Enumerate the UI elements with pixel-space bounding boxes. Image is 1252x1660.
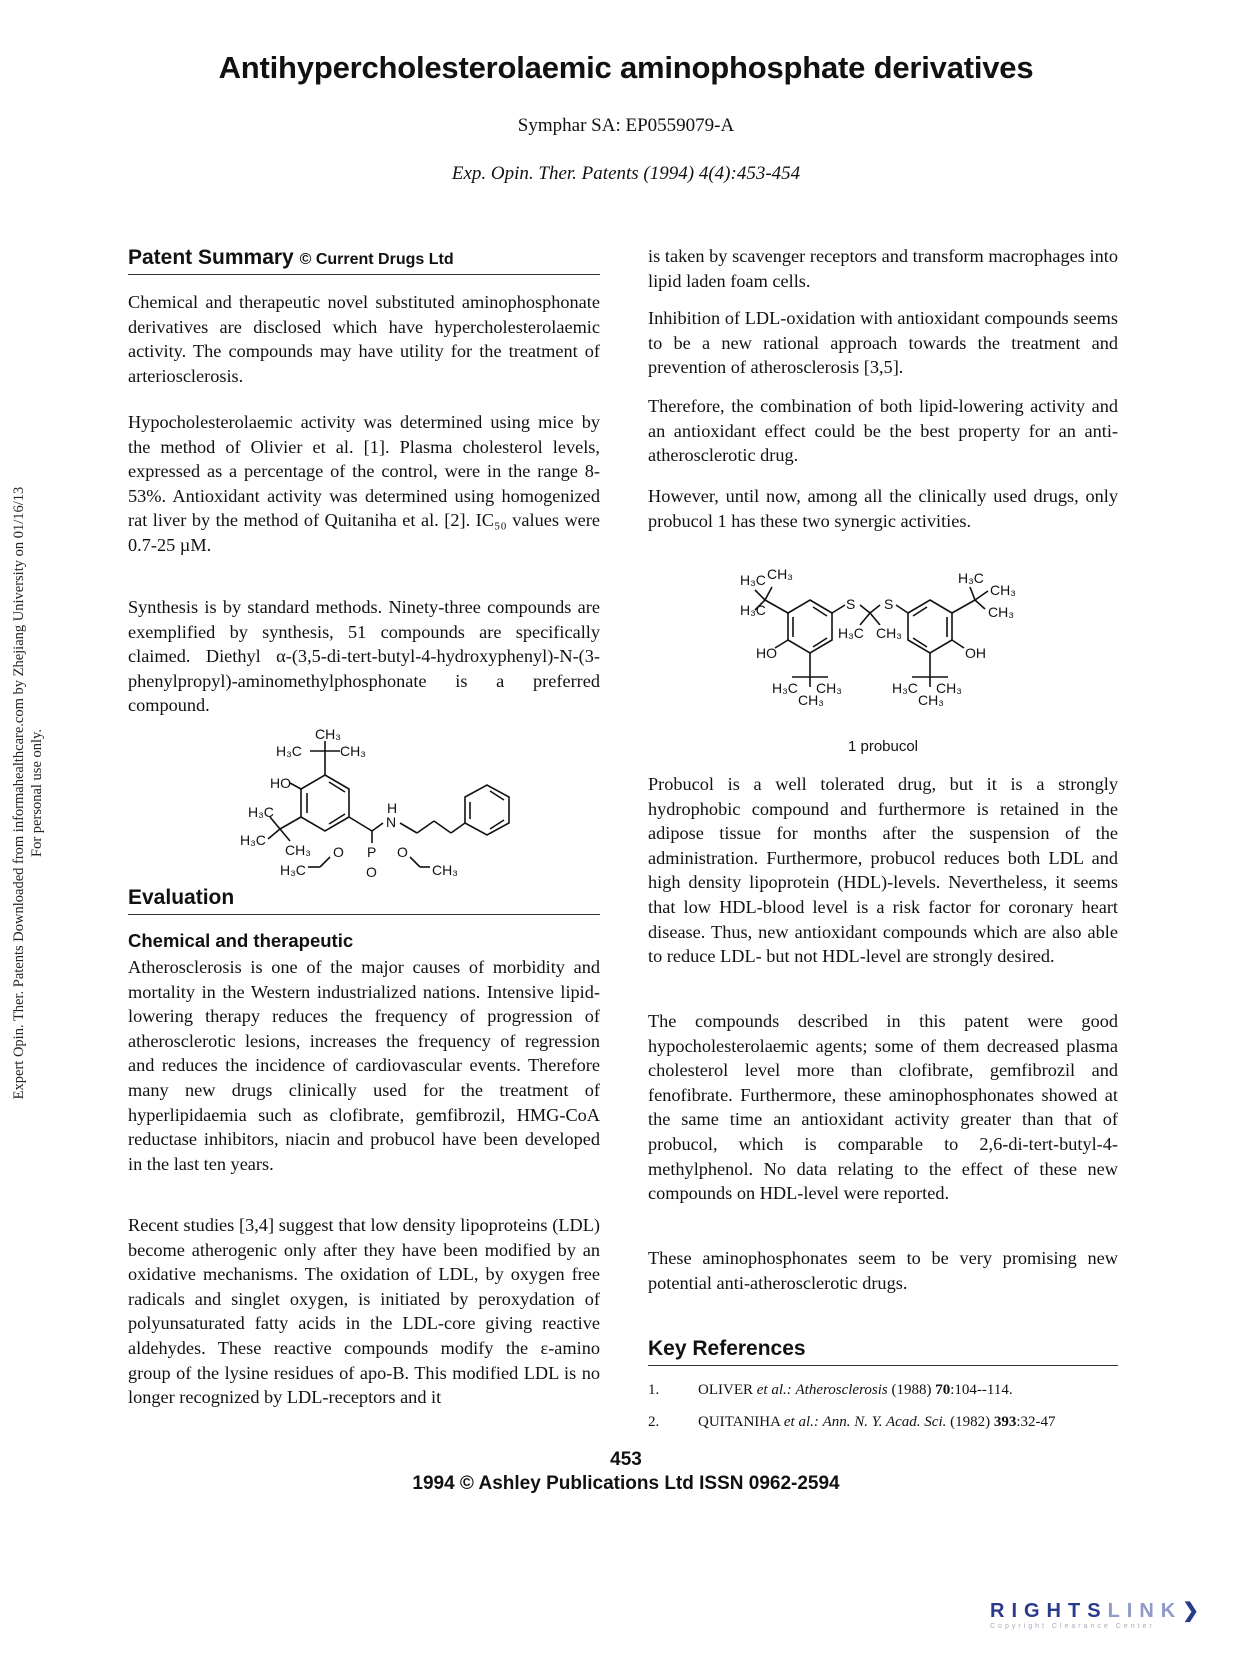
atom-label: CH₃ — [315, 726, 341, 742]
heading-copyright: © Current Drugs Ltd — [299, 251, 454, 268]
atom-label: O — [333, 844, 344, 860]
atom-label: H₃C — [740, 602, 766, 618]
rightslink-logo[interactable] — [990, 1598, 1206, 1630]
preferred-compound-structure — [220, 725, 520, 885]
atom-label: H₃C — [740, 572, 766, 588]
heading-text: Patent Summary — [128, 246, 294, 269]
download-notice — [10, 443, 46, 1143]
atom-label: H₃C — [838, 625, 864, 641]
journal-citation: Exp. Opin. Ther. Patents (1994) 4(4):453-454 — [451, 163, 801, 184]
atom-label: CH₃ — [767, 566, 793, 582]
reference-volume: 70 — [935, 1382, 951, 1398]
patent-summary-heading — [128, 246, 600, 275]
atom-label: CH₃ — [285, 842, 311, 858]
atom-label: CH₃ — [988, 604, 1014, 620]
reference-pages: :32-47 — [1016, 1414, 1056, 1430]
evaluation-paragraph: Probucol is a well tolerated drug, but it is a strongly hydrophobic compound and furthermore is retained in the adipose tissue for months after the suspension of the administration. Furthermore, probucol reduces both LDL and high density lipoprotein (HDL)-levels. Nevertheless, it seems that low HDL-blood level is a risk factor for coronary heart disease. Thus, new antioxidant compounds which are also able to reduce LDL- but not HDL-level are strongly desired. — [648, 774, 1118, 967]
atom-label: O — [397, 844, 408, 860]
download-notice-line: Expert Opin. Ther. Patents Downloaded from informahealthcare.com by Zhejiang University on 01/16/13 — [11, 486, 27, 1100]
atom-label: CH₃ — [936, 680, 962, 696]
atom-label: H₃C — [772, 680, 798, 696]
personal-use-line: For personal use only. — [29, 729, 45, 857]
reference-authors: OLIVER — [698, 1382, 753, 1398]
atom-label: HO — [270, 775, 291, 791]
evaluation-paragraph: is taken by scavenger receptors and transform macrophages into lipid laden foam cells. — [648, 246, 1118, 291]
reference-journal: Atherosclerosis — [795, 1382, 888, 1398]
atom-label: H₃C — [276, 743, 302, 759]
atom-label: CH₃ — [990, 582, 1016, 598]
reference-etal: et al.: — [756, 1382, 792, 1398]
chevron-right-icon: ❯ — [1182, 1600, 1206, 1622]
atom-label: P — [367, 844, 377, 860]
atom-label: CH₃ — [798, 692, 824, 708]
reference-number: 2. — [648, 1414, 660, 1430]
atom-label: S — [846, 596, 856, 612]
summary-paragraph: Hypocholesterolaemic activity was determined using mice by the method of Olivier et al. [1]. Plasma cholesterol levels, expressed as a percentage of the control, were in the range 8-53%. Antioxidant activity was determined using homogenized rat liver by the method of Quitaniha et al. [2]. IC₅₀ values were 0.7-25 µM. — [128, 412, 600, 555]
atom-label: O — [366, 864, 377, 880]
logo-text: LINK — [1107, 1600, 1183, 1622]
evaluation-paragraph: Therefore, the combination of both lipid-lowering activity and an antioxidant effect could be the best property for an anti-atherosclerotic drug. — [648, 396, 1118, 466]
summary-paragraph: Synthesis is by standard methods. Ninety-three compounds are exemplified by synthesis, 51 compounds are specifically claimed. Diethyl α-(3,5-di-tert-butyl-4-hydroxyphenyl)-N-(3-phenylpropyl)-aminomethylphosphonate is a preferred compound. — [128, 597, 600, 716]
summary-paragraph: Chemical and therapeutic novel substituted aminophosphonate derivatives are disclosed which have hypercholesterolaemic activity. The compounds may have utility for the treatment of arteriosclerosis. — [128, 292, 600, 386]
reference-journal: Ann. N. Y. Acad. Sci. — [822, 1414, 947, 1430]
evaluation-paragraph: Atherosclerosis is one of the major causes of morbidity and mortality in the Western industrialized nations. Intensive lipid-lowering therapy reduces the frequency of progression of atherosclerotic lesions, increases the frequency of regression and reduces the incidence of cardiovascular events. Therefore many new drugs clinically used for the treatment of hyperlipidaemia such as clofibrate, gemfibrozil, HMG-CoA reductase inhibitors, niacin and probucol have been developed in the last ten years. — [128, 957, 600, 1174]
reference-year: (1982) — [950, 1414, 991, 1430]
reference-pages: :104--114. — [950, 1382, 1013, 1398]
atom-label: CH₃ — [432, 862, 458, 878]
reference-year: (1988) — [891, 1382, 932, 1398]
evaluation-paragraph: However, until now, among all the clinically used drugs, only probucol 1 has these two synergic activities. — [648, 486, 1118, 531]
key-references-heading: Key References — [648, 1337, 1118, 1366]
probucol-caption: 1 probucol — [847, 738, 919, 755]
atom-label: H₃C — [892, 680, 918, 696]
chemical-therapeutic-subheading: Chemical and therapeutic — [128, 930, 354, 951]
atom-label: S — [884, 596, 894, 612]
atom-label: H₃C — [958, 570, 984, 586]
atom-label: OH — [965, 645, 986, 661]
copyright-line: 1994 © Ashley Publications Ltd ISSN 0962-2594 — [412, 1473, 840, 1494]
evaluation-paragraph: The compounds described in this patent were good hypocholesterolaemic agents; some of them decreased plasma cholesterol level more than clofibrate, gemfibrozil and fenofibrate. Furthermore, these aminophosphonates showed at the same time an antioxidant activity greater than that of probucol, which is comparable to 2,6-di-tert-butyl-4-methylphenol. No data relating to the effect of these new compounds on HDL-level were reported. — [648, 1011, 1118, 1204]
atom-label: CH₃ — [918, 692, 944, 708]
logo-tagline: Copyright Clearance Center — [990, 1623, 1155, 1630]
evaluation-paragraph: Recent studies [3,4] suggest that low density lipoproteins (LDL) become atherogenic only after they have been modified by an oxidative mechanisms. The oxidation of LDL, by oxygen free radicals and singlet oxygen, is initiated by peroxydation of polyunsaturated fatty acids in the LDL-core giving reactive aldehydes. These reactive compounds modify the ε-amino group of the lysine residues of apo-B. This modified LDL is no longer recognized by LDL-receptors and it — [128, 1215, 600, 1408]
atom-label: N — [386, 814, 397, 830]
reference-volume: 393 — [993, 1414, 1017, 1430]
evaluation-paragraph: These aminophosphonates seem to be very promising new potential anti-atherosclerotic drugs. — [648, 1248, 1118, 1293]
atom-label: H₃C — [248, 804, 274, 820]
reference-etal: et al.: — [783, 1414, 819, 1430]
reference-authors: QUITANIHA — [698, 1414, 781, 1430]
atom-label: HO — [756, 645, 777, 661]
probucol-structure — [720, 565, 1060, 730]
atom-label: CH₃ — [340, 743, 366, 759]
atom-label: H — [387, 800, 398, 816]
evaluation-paragraph: Inhibition of LDL-oxidation with antioxidant compounds seems to be a new rational approach towards the treatment and prevention of atherosclerosis [3,5]. — [648, 308, 1118, 378]
atom-label: CH₃ — [876, 625, 902, 641]
logo-text: RIGHTS — [990, 1600, 1108, 1622]
evaluation-heading: Evaluation — [128, 886, 600, 915]
reference-item — [648, 1382, 1118, 1399]
page-title: Antihypercholesterolaemic aminophosphate derivatives — [218, 50, 1034, 85]
atom-label: H₃C — [240, 832, 266, 848]
reference-item — [648, 1414, 1118, 1431]
atom-label: CH₃ — [816, 680, 842, 696]
patent-number: Symphar SA: EP0559079-A — [517, 115, 735, 136]
page-number: 453 — [610, 1449, 642, 1470]
reference-number: 1. — [648, 1382, 660, 1398]
atom-label: H₃C — [280, 862, 306, 878]
